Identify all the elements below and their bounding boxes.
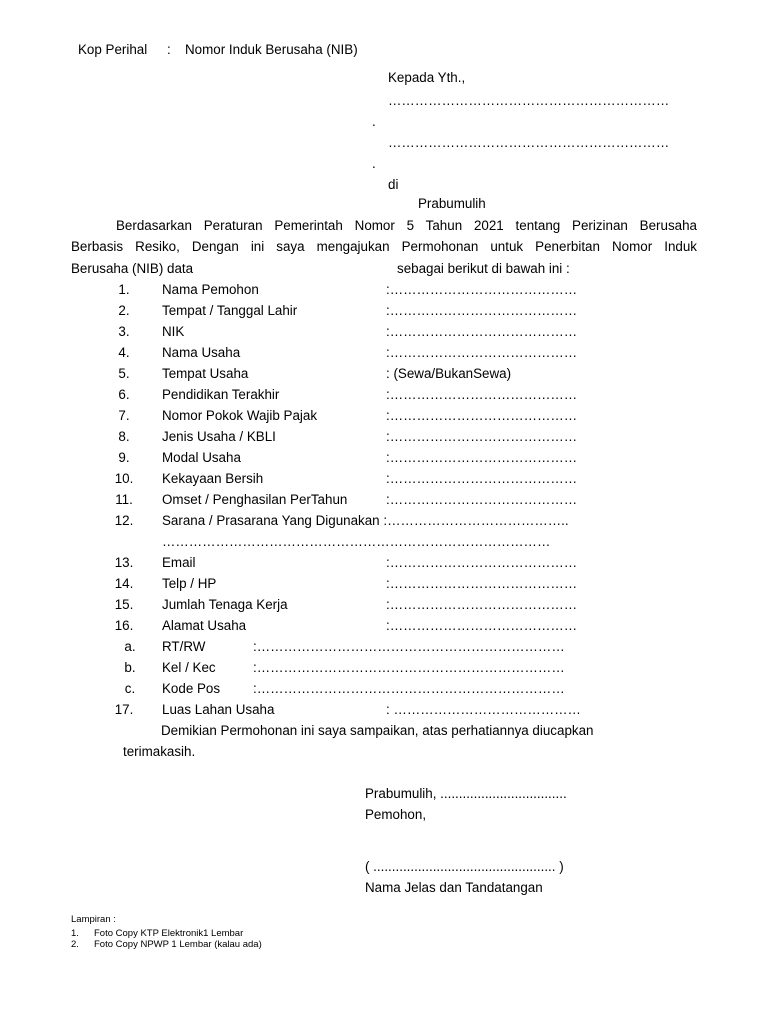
- field-row-17: [0, 702, 768, 723]
- field-label: Sarana / Prasarana Yang Digunakan :…………………………………..: [162, 513, 569, 528]
- field-value: :……………………………………: [386, 450, 578, 465]
- addressee-line-2-tail: .: [372, 156, 376, 171]
- addressee-line-1: ………………………………………………………: [388, 93, 670, 108]
- kop-separator: :: [167, 42, 171, 57]
- kop-value: Nomor Induk Berusaha (NIB): [185, 42, 358, 57]
- addressee-to: Kepada Yth.,: [388, 70, 466, 85]
- subfield-row: [0, 639, 768, 660]
- field-value: :……………………………………: [386, 618, 578, 633]
- field-row: [0, 492, 768, 513]
- field-value: :……………………………………: [386, 324, 578, 339]
- field-continuation: ……………………………………………………………………………: [162, 534, 551, 549]
- attachment-text: Foto Copy KTP Elektronik1 Lembar: [94, 928, 244, 939]
- subfield-label: Kode Pos: [162, 681, 221, 696]
- attachment-number: 1.: [71, 928, 79, 939]
- signature-blank: ( ................................................. ): [365, 859, 564, 874]
- field-label: Nama Pemohon: [162, 282, 259, 297]
- signature-caption: Nama Jelas dan Tandatangan: [365, 880, 543, 895]
- field-number: 10.: [114, 471, 134, 486]
- field-number: 8.: [118, 429, 130, 444]
- field-number: 16.: [114, 618, 134, 633]
- field-label: Omset / Penghasilan PerTahun: [162, 492, 348, 507]
- field-label: Jumlah Tenaga Kerja: [162, 597, 288, 612]
- intro-line-1: Berdasarkan Peraturan Pemerintah Nomor 5 Tahun 2021 tentang Perizinan Berusaha: [116, 218, 697, 233]
- kop-label: Kop Perihal: [78, 42, 148, 57]
- field-label: Nomor Pokok Wajib Pajak: [162, 408, 318, 423]
- field-label: Tempat / Tanggal Lahir: [162, 303, 298, 318]
- field-row: [0, 366, 768, 387]
- field-label: Kekayaan Bersih: [162, 471, 264, 486]
- field-row-12: [0, 513, 768, 534]
- field-value: :……………………………………: [386, 387, 578, 402]
- field-row: [0, 555, 768, 576]
- field-number: 3.: [118, 324, 130, 339]
- field-row: [0, 576, 768, 597]
- field-value: :……………………………………: [386, 303, 578, 318]
- field-label: Jenis Usaha / KBLI: [162, 429, 276, 444]
- subfield-value: :……………………………………………………………: [253, 639, 565, 654]
- field-row: [0, 303, 768, 324]
- addressee-di: di: [388, 177, 399, 192]
- field-value: :……………………………………: [386, 576, 578, 591]
- signature-role: Pemohon,: [365, 807, 427, 822]
- attachment-text: Foto Copy NPWP 1 Lembar (kalau ada): [94, 939, 262, 950]
- subfield-row: [0, 660, 768, 681]
- subfield-letter: b.: [124, 660, 136, 675]
- addressee-line-2: ………………………………………………………: [388, 135, 670, 150]
- field-number: 1.: [118, 282, 130, 297]
- subfield-label: RT/RW: [162, 639, 206, 654]
- field-number: 7.: [118, 408, 130, 423]
- field-number: 6.: [118, 387, 130, 402]
- intro-line-3-right: sebagai berikut di bawah ini :: [397, 261, 570, 276]
- field-label: Pendidikan Terakhir: [162, 387, 280, 402]
- field-number: 15.: [114, 597, 134, 612]
- field-label: NIK: [162, 324, 185, 339]
- field-number: 14.: [114, 576, 134, 591]
- field-number: 17.: [114, 702, 134, 717]
- addressee-line-1-tail: .: [372, 114, 376, 129]
- intro-line-3-left: Berusaha (NIB) data: [71, 261, 194, 276]
- subfield-letter: a.: [124, 639, 136, 654]
- field-row: [0, 450, 768, 471]
- field-row: [0, 618, 768, 639]
- subfield-label: Kel / Kec: [162, 660, 216, 675]
- field-number: 11.: [115, 492, 133, 507]
- closing-line-1: Demikian Permohonan ini saya sampaikan, atas perhatiannya diucapkan: [161, 723, 594, 738]
- field-row: [0, 282, 768, 303]
- field-row: [0, 429, 768, 450]
- attachments-title: Lampiran :: [71, 914, 116, 925]
- closing-line-2: terimakasih.: [123, 744, 196, 759]
- field-value: :……………………………………: [386, 471, 578, 486]
- signature-place-date: Prabumulih, ..................................: [365, 786, 567, 801]
- field-row: [0, 345, 768, 366]
- addressee-city: Prabumulih: [418, 196, 486, 211]
- subfield-row: [0, 681, 768, 702]
- field-value: :……………………………………: [386, 345, 578, 360]
- field-row: [0, 387, 768, 408]
- field-value: :……………………………………: [386, 429, 578, 444]
- field-row: [0, 408, 768, 429]
- field-number: 13.: [114, 555, 134, 570]
- field-label: Tempat Usaha: [162, 366, 249, 381]
- field-row: [0, 597, 768, 618]
- intro-paragraph: [71, 215, 697, 257]
- field-label: Nama Usaha: [162, 345, 241, 360]
- field-number: 5.: [118, 366, 130, 381]
- subfield-value: :……………………………………………………………: [253, 681, 565, 696]
- field-number: 9.: [118, 450, 130, 465]
- attachment-number: 2.: [71, 939, 79, 950]
- field-value: :……………………………………: [386, 282, 578, 297]
- field-row-12-continuation: [0, 534, 768, 555]
- field-label: Alamat Usaha: [162, 618, 247, 633]
- field-number: 2.: [118, 303, 130, 318]
- field-value: : (Sewa/BukanSewa): [386, 366, 512, 381]
- field-value: :……………………………………: [386, 492, 578, 507]
- field-label: Luas Lahan Usaha: [162, 702, 275, 717]
- field-value: :……………………………………: [386, 408, 578, 423]
- intro-line-2: Berbasis Resiko, Dengan ini saya mengajukan Permohonan untuk Penerbitan Nomor Induk: [71, 239, 697, 254]
- subfield-value: :……………………………………………………………: [253, 660, 565, 675]
- field-label: Telp / HP: [162, 576, 217, 591]
- field-label: Email: [162, 555, 196, 570]
- field-row: [0, 471, 768, 492]
- field-value: :……………………………………: [386, 555, 578, 570]
- field-label: Modal Usaha: [162, 450, 241, 465]
- field-number: 12.: [114, 513, 134, 528]
- field-number: 4.: [118, 345, 130, 360]
- field-value: :……………………………………: [386, 597, 578, 612]
- subfield-letter: c.: [124, 681, 136, 696]
- field-row: [0, 324, 768, 345]
- field-value: : ……………………………………: [386, 702, 581, 717]
